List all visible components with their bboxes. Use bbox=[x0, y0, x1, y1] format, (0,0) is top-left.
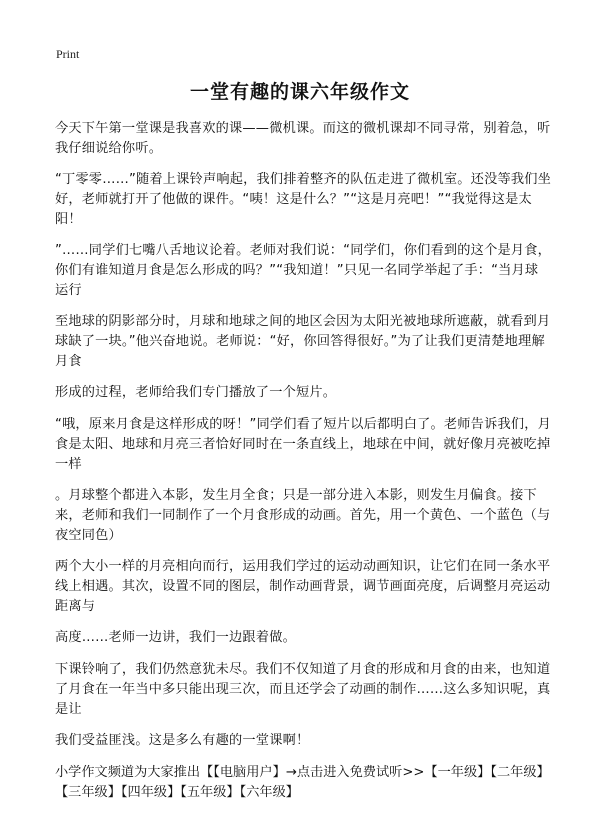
paragraph-5: 形成的过程，老师给我们专门播放了一个短片。 bbox=[55, 385, 337, 400]
paragraph-10: 下课铃响了，我们仍然意犹未尽。我们不仅知道了月食的形成和月食的由来，也知道了月食在一年当中多只能出现三次，而且还学会了动画的制作……这么多知识呢，真是让 bbox=[55, 662, 551, 717]
paragraph-1: 今天下午第一堂课是我喜欢的课——微机课。而这的微机课却不同寻常，别着急，听我仔细说给你听。 bbox=[55, 121, 551, 156]
grade-links-promo[interactable]: 小学作文频道为大家推出【【电脑用户】→点击进入免费试听>>【一年级】【二年级】【三年级】【四年级】【五年级】【六年级】 bbox=[55, 765, 550, 800]
print-link[interactable]: Print bbox=[56, 47, 80, 61]
paragraph-9: 高度……老师一边讲，我们一边跟着做。 bbox=[55, 630, 296, 645]
paragraph-4: 至地球的阴影部分时，月球和地球之间的地区会因为太阳光被地球所遮蔽，就看到月球缺了一块。”他兴奋地说。老师说：“好，你回答得很好。”为了让我们更清楚地理解月食 bbox=[55, 314, 551, 369]
paragraph-8: 两个大小一样的月亮相向而行，运用我们学过的运动动画知识，让它们在同一条水平线上相遇。其次，设置不同的图层，制作动画背景，调节画面亮度，后调整月亮运动距离与 bbox=[55, 559, 551, 614]
paragraph-6: “哦，原来月食是这样形成的呀！”同学们看了短片以后都明白了。老师告诉我们，月食是太阳、地球和月亮三者恰好同时在一条直线上，地球在中间，就好像月亮被吃掉一样 bbox=[55, 417, 552, 472]
paragraph-3: ”……同学们七嘴八舌地议论着。老师对我们说：“同学们，你们看到的这个是月食，你们有谁知道月食是怎么形成的吗？”“我知道！”只见一名同学举起了手：“当月球运行 bbox=[55, 243, 552, 298]
paragraph-11: 我们受益匪浅。这是多么有趣的一堂课啊！ bbox=[55, 733, 310, 748]
article-body bbox=[55, 119, 551, 803]
paragraph-2: “丁零零……”随着上课铃声响起，我们排着整齐的队伍走进了微机室。还没等我们坐好，老师就打开了他做的课件。“咦！这是什么？”“这是月亮吧！”“我觉得这是太阳！ bbox=[55, 172, 552, 227]
paragraph-7: 。月球整个都进入本影，发生月全食；只是一部分进入本影，则发生月偏食。接下来，老师和我们一同制作了一个月食形成的动画。首先，用一个黄色、一个蓝色（与夜空同色） bbox=[55, 488, 551, 543]
page-title: 一堂有趣的课六年级作文 bbox=[189, 81, 410, 103]
